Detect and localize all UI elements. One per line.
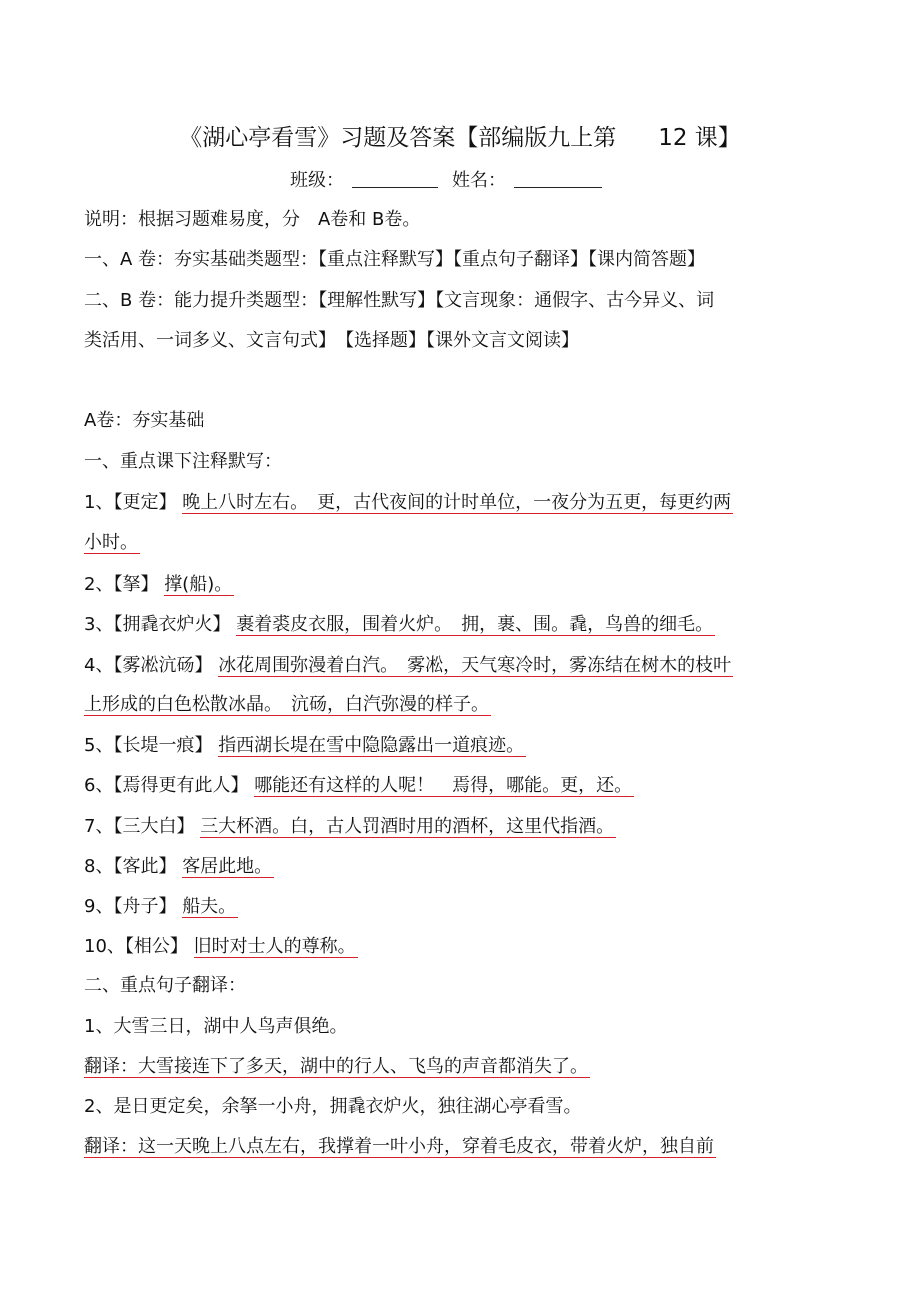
item-term: 【相公】 — [124, 936, 188, 957]
item-term: 【拏】 — [113, 574, 159, 595]
annotation-item-4 — [84, 655, 733, 677]
item-answer: 冰花周围弥漫着白汽。 雾凇，天气寒冷时，雾冻结在树木的枝叶 — [218, 655, 732, 676]
name-label: 姓名： — [452, 170, 506, 191]
item-number: 5、 — [84, 735, 114, 756]
annotation-item-1-continued — [84, 532, 152, 554]
document-title — [0, 124, 920, 152]
item-term: 【客此】 — [113, 856, 177, 877]
item-term: 【雾凇沆砀】 — [113, 655, 213, 676]
title-text: 《湖心亭看雪》习题及答案【部编版九上第 — [179, 125, 617, 151]
item-answer: 旧时对士人的尊称。 — [193, 936, 356, 957]
item-answer: 船夫。 — [182, 896, 237, 917]
item-number: 7、 — [84, 816, 114, 837]
annotation-item-7 — [84, 816, 616, 838]
item-number: 9、 — [84, 896, 114, 917]
annotation-item-2 — [84, 574, 234, 596]
annotation-item-8 — [84, 856, 274, 878]
item-number: 2、 — [84, 574, 114, 595]
item-number: 3、 — [84, 614, 114, 635]
item-answer: 指西湖长堤在雪中隐隐露出一道痕迹。 — [218, 735, 525, 756]
title-lesson-number: 12 课】 — [658, 125, 741, 151]
annotation-item-10 — [84, 936, 358, 958]
part-a-description: 一、A 卷：夯实基础类题型：【重点注释默写】【重点句子翻译】【课内简答题】 — [84, 249, 706, 270]
translation-text: 翻译：这一天晚上八点左右，我撑着一叶小舟，穿着毛皮衣，带着火炉，独自前 — [84, 1136, 714, 1157]
section-a-heading: A卷：夯实基础 — [84, 410, 205, 431]
item-answer: 晚上八时左右。 更，古代夜间的计时单位，一夜分为五更，每更约两 — [182, 492, 732, 513]
item-term: 【焉得更有此人】 — [113, 775, 249, 796]
annotation-item-4-continued — [84, 694, 517, 716]
intro-text: 说明：根据习题难易度，分 A卷和 B卷。 — [84, 209, 421, 230]
item-answer: 客居此地。 — [182, 856, 273, 877]
sentence-2-question: 2、是日更定矣，余拏一小舟，拥毳衣炉火，独往湖心亭看雪。 — [84, 1096, 582, 1117]
part-b-description-line2: 类活用、一词多义、文言句式】 【选择题】【课外文言文阅读】 — [84, 330, 579, 351]
class-name-line — [290, 169, 602, 192]
annotation-item-1 — [84, 492, 733, 514]
item-answer: 裹着裘皮衣服，围着火炉。 拥，裹、围。毳，鸟兽的细毛。 — [236, 614, 714, 635]
item-term: 【长堤一痕】 — [113, 735, 213, 756]
heading-annotations: 一、重点课下注释默写： — [84, 451, 282, 472]
item-term: 【拥毳衣炉火】 — [113, 614, 231, 635]
item-answer: 哪能还有这样的人呢！ 焉得，哪能。更，还。 — [254, 775, 633, 796]
item-answer: 三大杯酒。白，古人罚酒时用的酒杯，这里代指酒。 — [200, 816, 615, 837]
item-number: 10、 — [84, 936, 125, 957]
heading-translation: 二、重点句子翻译： — [84, 975, 246, 996]
sentence-1-translation — [84, 1056, 616, 1078]
item-answer-continued: 上形成的白色松散冰晶。 沆砀，白汽弥漫的样子。 — [84, 694, 489, 715]
translation-text: 翻译：大雪接连下了多天，湖中的行人、飞鸟的声音都消失了。 — [84, 1056, 588, 1077]
item-answer: 撑(船)。 — [164, 574, 233, 595]
item-term: 【舟子】 — [113, 896, 177, 917]
item-number: 8、 — [84, 856, 114, 877]
sentence-2-translation — [84, 1136, 716, 1158]
item-term: 【更定】 — [113, 492, 177, 513]
item-term: 【三大白】 — [113, 816, 195, 837]
annotation-item-6 — [84, 775, 634, 797]
item-number: 4、 — [84, 655, 114, 676]
annotation-item-5 — [84, 735, 526, 757]
annotation-item-9 — [84, 896, 238, 918]
name-blank[interactable] — [514, 169, 602, 188]
sentence-1-question: 1、大雪三日，湖中人鸟声俱绝。 — [84, 1016, 348, 1037]
item-number: 1、 — [84, 492, 114, 513]
annotation-item-3 — [84, 614, 715, 636]
class-label: 班级： — [290, 170, 344, 191]
item-number: 6、 — [84, 775, 114, 796]
item-answer-continued: 小时。 — [84, 532, 138, 553]
class-blank[interactable] — [352, 169, 438, 188]
part-b-description-line1: 二、B 卷：能力提升类题型：【理解性默写】【文言现象：通假字、古今异义、词 — [84, 290, 715, 311]
